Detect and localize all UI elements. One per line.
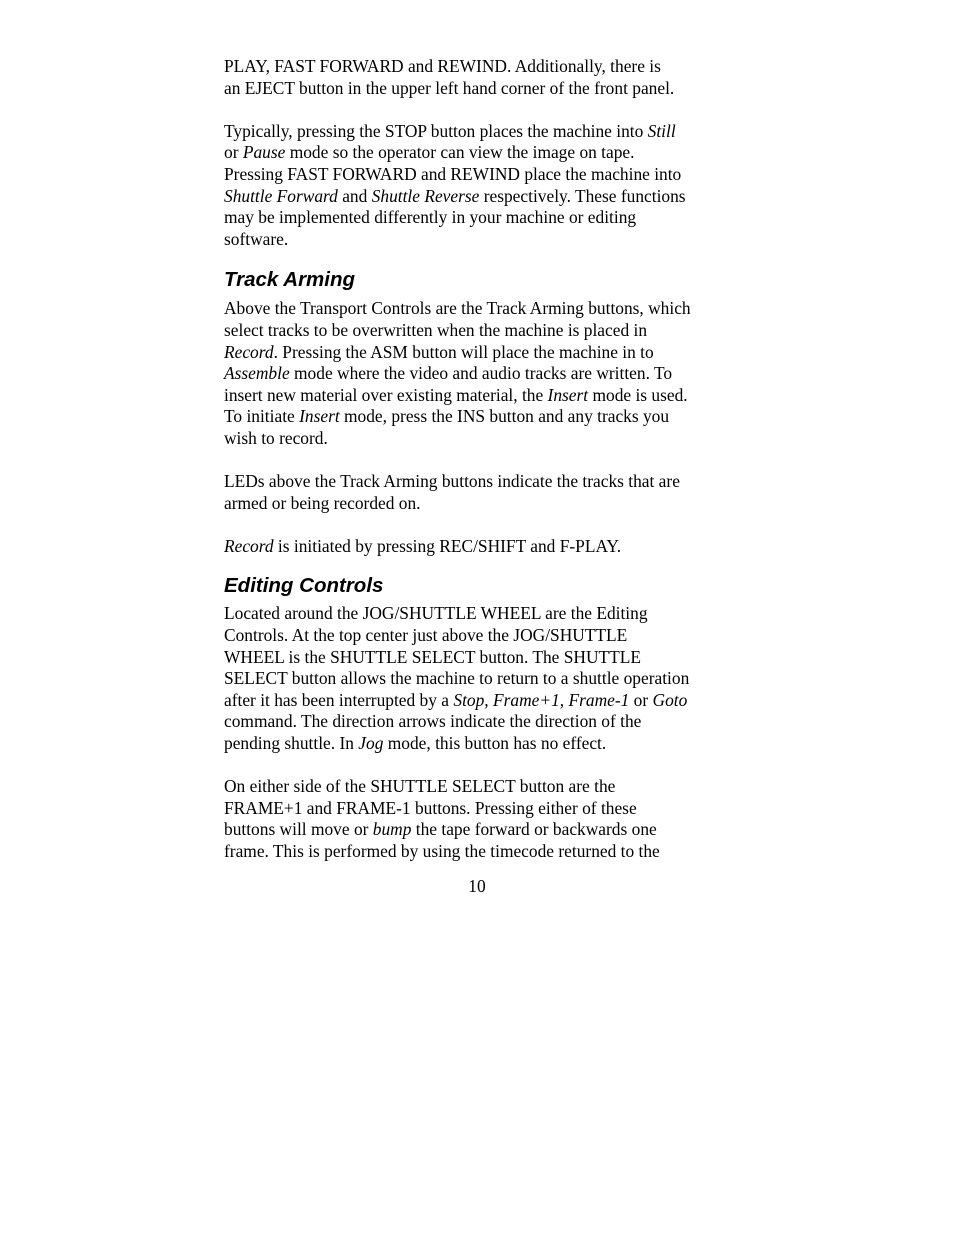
heading-editing-controls: Editing Controls — [224, 574, 384, 598]
emphasized-term: Record — [224, 341, 274, 362]
emphasized-term: Record — [224, 535, 274, 556]
emphasized-term: Goto — [652, 689, 688, 710]
emphasized-term: Assemble — [224, 363, 290, 384]
paragraph-editing-controls: Located around the JOG/SHUTTLE WHEEL are the Editing Controls. At the top center just above the JOG/SHUTTLE WHEEL is the SHUTTLE SELECT button. The SHUTTLE SELECT button allows the machine to return to a shuttle operation after it has been interrupted by a Stop, Frame+1, Frame-1 or Goto command. The direction arrows indicate the direction of the pending shuttle. In Jog mode, this button has no effect. — [224, 603, 690, 754]
paragraph-stop-button: Typically, pressing the STOP button places the machine into Still or Pause mode so the operator can view the image on tape. Pressing FAST FORWARD and REWIND place the machine into Shuttle Forward and Shuttle Reverse respectively. These functions may be implemented differently in your machine or editing software. — [224, 120, 686, 249]
emphasized-term: Stop, Frame+1, Frame-1 — [453, 689, 630, 710]
heading-track-arming: Track Arming — [224, 268, 356, 292]
emphasized-term: Shuttle Forward — [224, 185, 338, 206]
emphasized-term: Insert — [299, 406, 340, 427]
paragraph-transport-buttons: PLAY, FAST FORWARD and REWIND. Additionally, there is an EJECT button in the upper left hand corner of the front panel. — [224, 56, 675, 98]
document-page — [224, 56, 736, 863]
emphasized-term: Shuttle Reverse — [371, 185, 480, 206]
emphasized-term: Insert — [547, 384, 589, 405]
emphasized-term: Still — [647, 120, 676, 141]
paragraph-track-arming: Above the Transport Controls are the Track Arming buttons, which select tracks to be overwritten when the machine is placed in Record. Pressing the ASM button will place the machine in to Assemble mode where the video and audio tracks are written. To insert new material over existing material, the Insert mode is used. To initiate Insert mode, press the INS button and any tracks you wish to record. — [224, 298, 691, 448]
emphasized-term: Pause — [242, 142, 286, 163]
paragraph-frame-buttons: On either side of the SHUTTLE SELECT button are the FRAME+1 and FRAME-1 buttons. Pressing either of these buttons will move or bump the tape forward or backwards one frame. This is performed by using the timecode returned to the — [224, 776, 660, 861]
emphasized-term: bump — [372, 819, 412, 840]
paragraph-record: Record is initiated by pressing REC/SHIFT and F-PLAY. — [224, 535, 622, 556]
page-number: 10 — [468, 876, 486, 896]
paragraph-leds: LEDs above the Track Arming buttons indicate the tracks that are armed or being recorded on. — [224, 471, 680, 513]
emphasized-term: Jog — [358, 733, 384, 754]
